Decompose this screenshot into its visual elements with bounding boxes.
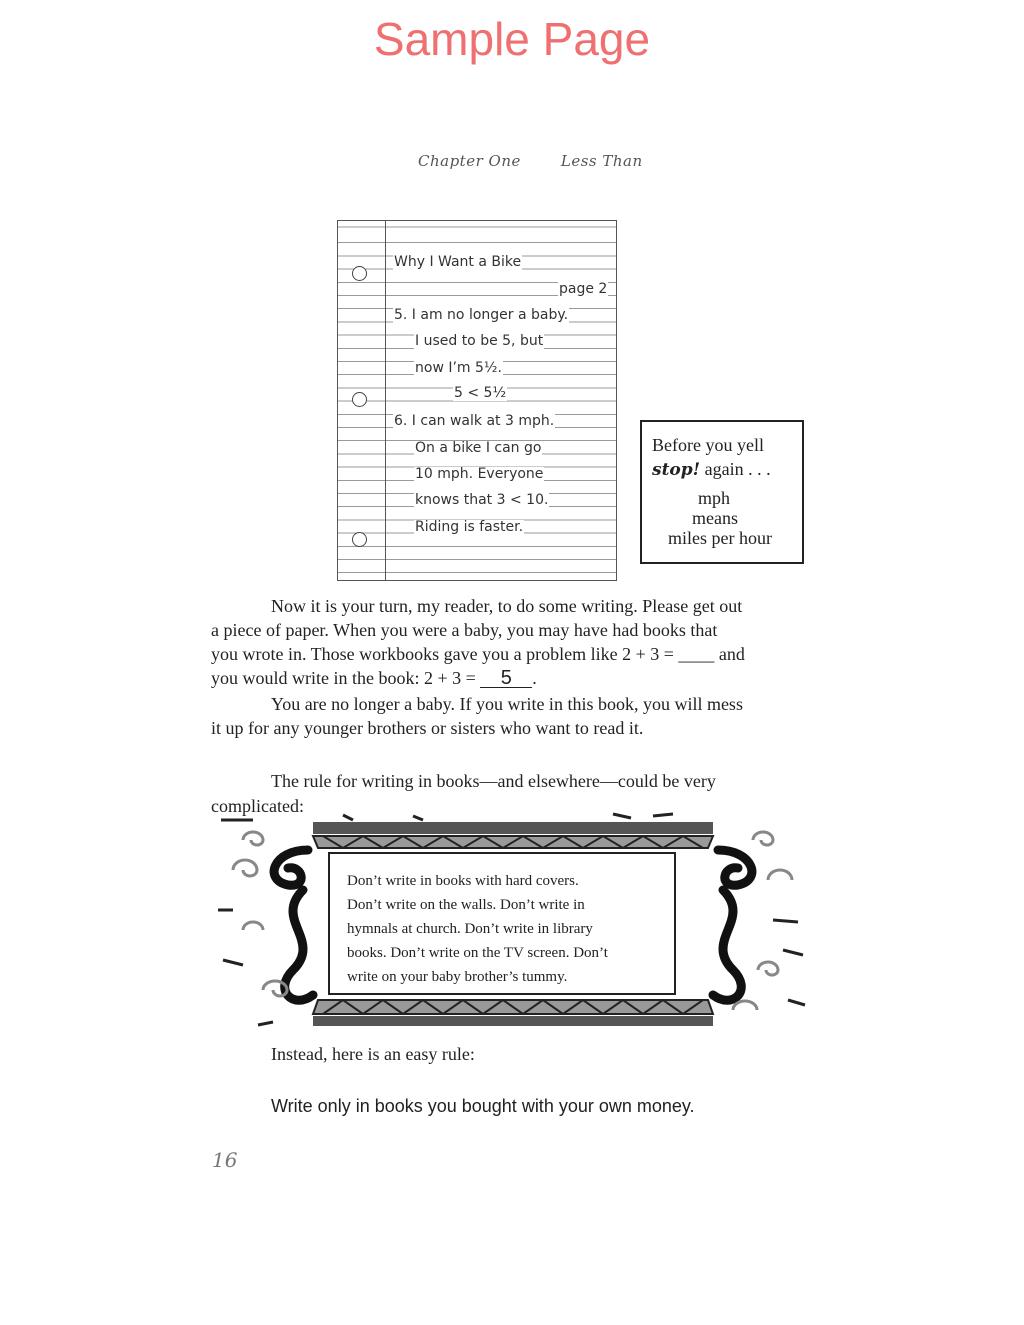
frame-band-bottom-dark <box>313 1016 713 1026</box>
notebook-paper <box>337 220 617 581</box>
notebook-line: 5 < 5½ <box>454 385 507 401</box>
notebook-line: 10 mph. Everyone <box>415 466 544 482</box>
sidebar-note-box <box>640 420 804 564</box>
stop-word: stop! <box>652 460 701 480</box>
answer-blank: 5 <box>480 669 532 688</box>
binder-hole <box>352 266 367 281</box>
watermark: Sample Page <box>373 13 651 65</box>
easy-rule: Write only in books you bought with your own money. <box>271 1096 695 1116</box>
notebook-line: On a bike I can go <box>415 440 542 456</box>
binder-hole <box>352 392 367 407</box>
chapter-label: Chapter One <box>418 152 521 170</box>
sidebox-line <box>652 459 771 480</box>
frame-band-top <box>313 822 713 834</box>
period: . <box>532 668 537 688</box>
notebook-page-label: page 2 <box>559 281 608 297</box>
paragraph-line: you wrote in. Those workbooks gave you a problem like 2 + 3 = ____ and <box>211 644 745 664</box>
running-header <box>418 152 643 170</box>
paragraph-line: Instead, here is an easy rule: <box>271 1044 475 1064</box>
section-label: Less Than <box>560 152 643 170</box>
paragraph-line: The rule for writing in books—and elsewhere—could be very <box>271 771 716 791</box>
sidebox-definition: miles per hour <box>668 528 772 548</box>
notebook-line: now I’m 5½. <box>415 360 502 376</box>
right-scroll-ornament <box>713 850 752 1000</box>
sidebox-means: means <box>692 508 738 528</box>
notebook-line: knows that 3 < 10. <box>415 492 549 508</box>
notebook-title: Why I Want a Bike <box>394 254 522 270</box>
notebook-line: 5. I am no longer a baby. <box>394 307 569 323</box>
rule-line: books. Don’t write on the TV screen. Don’t <box>347 945 608 961</box>
sidebox-mph: mph <box>698 488 731 508</box>
rule-line: write on your baby brother’s tummy. <box>347 969 568 985</box>
complicated-rules-box <box>328 852 676 995</box>
rule-line: Don’t write in books with hard covers. <box>347 873 579 889</box>
notebook-line: Riding is faster. <box>415 519 524 535</box>
paragraph-line: Now it is your turn, my reader, to do some writing. Please get out <box>271 596 743 616</box>
again-text: again . . . <box>700 459 771 479</box>
notebook-line: I used to be 5, but <box>415 333 544 349</box>
paragraph-line: You are no longer a baby. If you write in this book, you will mess <box>271 694 743 714</box>
page-number: 16 <box>212 1148 238 1172</box>
binder-hole <box>352 532 367 547</box>
notebook-line: 6. I can walk at 3 mph. <box>394 413 555 429</box>
sidebox-line: Before you yell <box>652 435 764 455</box>
paragraph-line: complicated: <box>211 796 304 816</box>
margin-line <box>385 221 386 580</box>
paragraph-line: a piece of paper. When you were a baby, you may have had books that <box>211 620 718 640</box>
rule-line: Don’t write on the walls. Don’t write in <box>347 897 585 913</box>
paragraph-line: it up for any younger brothers or sisters who want to read it. <box>211 718 644 738</box>
paragraph-line <box>211 666 537 691</box>
example-text: you would write in the book: 2 + 3 = <box>211 668 481 688</box>
rule-line: hymnals at church. Don’t write in library <box>347 921 593 937</box>
left-scroll-ornament <box>274 850 313 1000</box>
